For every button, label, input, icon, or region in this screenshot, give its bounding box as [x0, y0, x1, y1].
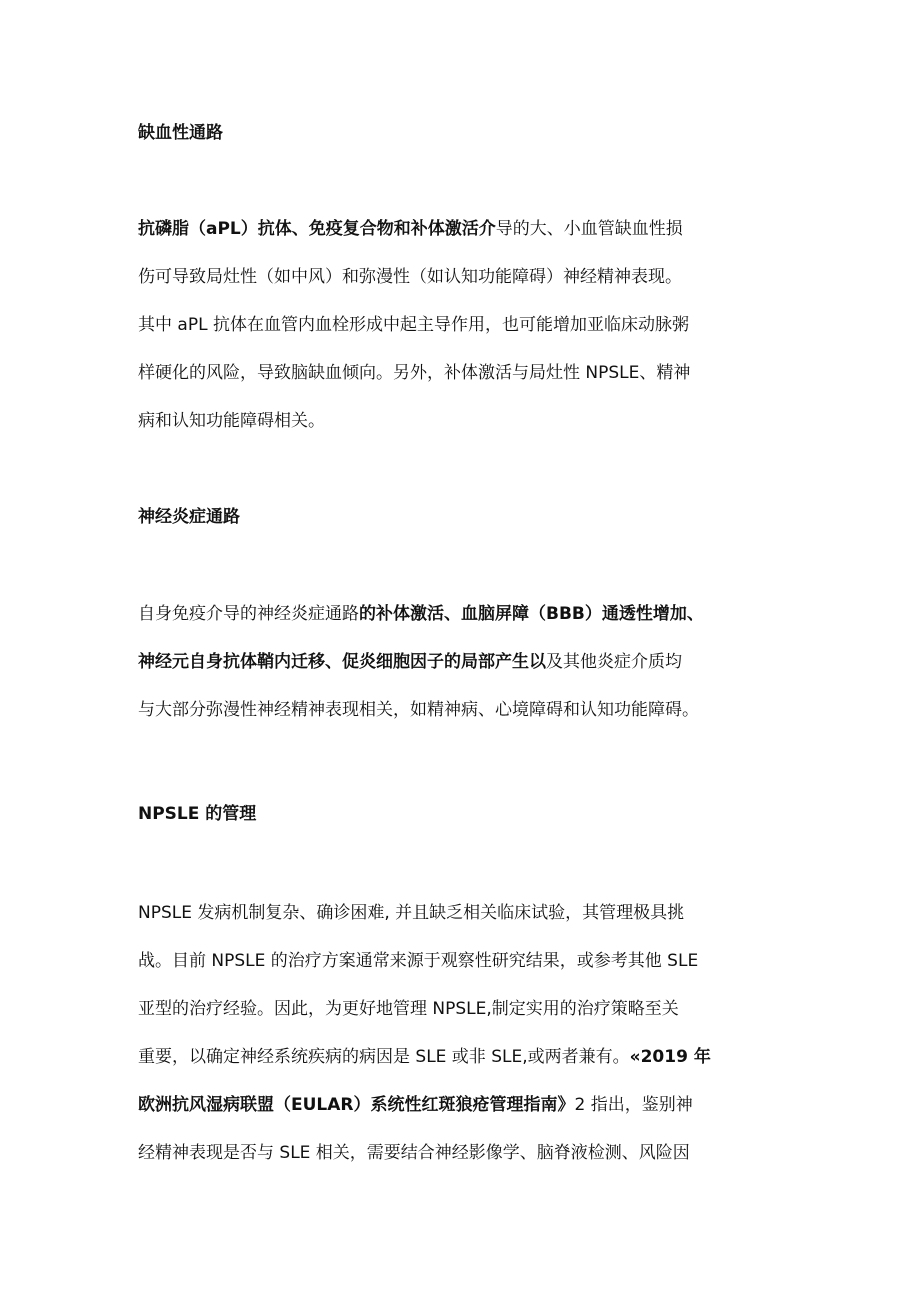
text-run: 重要，以确定神经系统疾病的病因是 SLE 或非 SLE,或两者兼有。 [138, 1047, 630, 1067]
paragraph-ischemic [138, 205, 798, 445]
paragraph-neuroinflammatory [138, 590, 798, 734]
text-run: 及其他炎症介质均 [546, 652, 682, 672]
paragraph-line [138, 301, 798, 349]
text-run: 战。目前 NPSLE 的治疗方案通常来源于观察性研究结果，或参考其他 SLE [138, 951, 699, 971]
section-heading-neuroinflammatory: 神经炎症通路 [138, 507, 240, 527]
bold-text-run: «2019 年 [629, 1047, 711, 1067]
paragraph-line [138, 638, 798, 686]
paragraph-line [138, 1033, 798, 1081]
text-run: 经精神表现是否与 SLE 相关，需要结合神经影像学、脑脊液检测、风险因 [138, 1143, 690, 1163]
text-run: 其中 aPL 抗体在血管内血栓形成中起主导作用，也可能增加亚临床动脉粥 [138, 315, 689, 335]
paragraph-line [138, 253, 798, 301]
section-heading-management: NPSLE 的管理 [138, 804, 257, 824]
paragraph-line [138, 590, 798, 638]
text-run: 病和认知功能障碍相关。 [138, 411, 325, 431]
text-run: 2 指出，鉴别神 [574, 1095, 693, 1115]
text-run: NPSLE 发病机制复杂、确诊困难, 并且缺乏相关临床试验，其管理极具挑 [138, 903, 685, 923]
text-run: 导的大、小血管缺血性损 [495, 219, 683, 239]
bold-text-run: 欧洲抗风湿病联盟（EULAR）系统性红斑狼疮管理指南》 [138, 1095, 575, 1115]
paragraph-management [138, 889, 798, 1177]
text-run: 样硬化的风险，导致脑缺血倾向。另外，补体激活与局灶性 NPSLE、精神 [138, 363, 691, 383]
paragraph-line [138, 397, 798, 445]
paragraph-line [138, 686, 798, 734]
bold-text-run: 的补体激活、血脑屏障（BBB）通透性增加、 [359, 604, 704, 624]
bold-text-run: 抗磷脂（aPL）抗体、免疫复合物和补体激活介 [138, 219, 496, 239]
section-heading-ischemic: 缺血性通路 [138, 123, 223, 143]
paragraph-line [138, 985, 798, 1033]
paragraph-line [138, 937, 798, 985]
paragraph-line [138, 205, 798, 253]
text-run: 自身免疫介导的神经炎症通路 [138, 604, 359, 624]
paragraph-line [138, 349, 798, 397]
text-run: 与大部分弥漫性神经精神表现相关，如精神病、心境障碍和认知功能障碍。 [138, 700, 699, 720]
bold-text-run: 神经元自身抗体鞘内迁移、促炎细胞因子的局部产生以 [138, 652, 546, 672]
paragraph-line [138, 1129, 798, 1177]
text-run: 亚型的治疗经验。因此，为更好地管理 NPSLE,制定实用的治疗策略至关 [138, 999, 679, 1019]
text-run: 伤可导致局灶性（如中风）和弥漫性（如认知功能障碍）神经精神表现。 [138, 267, 682, 287]
paragraph-line [138, 1081, 798, 1129]
paragraph-line [138, 889, 798, 937]
